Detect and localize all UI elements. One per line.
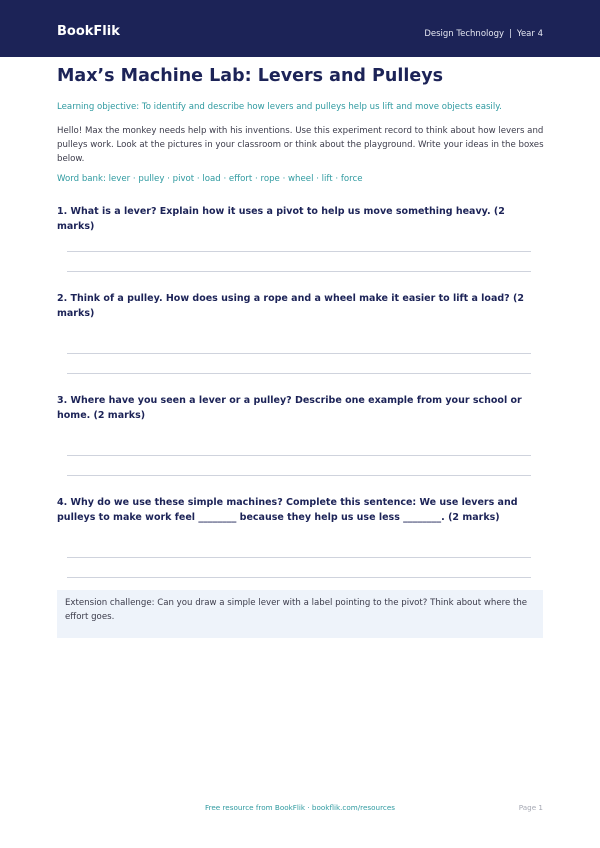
header-separator: | [509,29,512,39]
answer-line-1a[interactable] [67,251,531,252]
answer-line-3a[interactable] [67,455,531,456]
word-bank: Word bank: lever · pulley · pivot · load · effort · rope · wheel · lift · force [57,174,363,184]
answer-line-4a[interactable] [67,557,531,558]
intro-paragraph: Hello! Max the monkey needs help with his inventions. Use this experiment record to think about how levers and pulleys work. Look at the pictures in your classroom or think about the playground. Write your ideas in the boxes below. [57,126,544,164]
extension-challenge-text: Extension challenge: Can you draw a simple lever with a label pointing to the pivot? Think about where the effort goes. [65,598,528,622]
year-label: Year 4 [516,29,543,39]
question-2: 2. Think of a pulley. How does using a rope and a wheel make it easier to lift a load? (2 marks) [57,293,524,319]
extension-challenge-box [57,590,543,638]
answer-line-2b[interactable] [67,373,531,374]
question-3: 3. Where have you seen a lever or a pulley? Describe one example from your school or home. (2 marks) [57,395,522,421]
page-number: Page 1 [518,803,543,812]
header-bar [0,0,600,57]
answer-line-2a[interactable] [67,353,531,354]
brand-logo-text[interactable]: BookFlik [57,24,120,39]
question-1: 1. What is a lever? Explain how it uses a pivot to help us move something heavy. (2 marks) [57,206,505,232]
subject-label: Design Technology [424,29,505,39]
learning-objective: Learning objective: To identify and describe how levers and pulleys help us lift and move objects easily. [57,102,502,112]
footer-resource-link[interactable]: Free resource from BookFlik · bookflik.com/resources [204,803,396,812]
header-meta [424,28,543,40]
page-title: Max’s Machine Lab: Levers and Pulleys [57,66,444,86]
question-4: 4. Why do we use these simple machines? Complete this sentence: We use levers and pulleys to make work feel ________ because they help us use less ________. (2 marks) [57,497,518,523]
answer-line-4b[interactable] [67,577,531,578]
answer-line-1b[interactable] [67,271,531,272]
answer-line-3b[interactable] [67,475,531,476]
